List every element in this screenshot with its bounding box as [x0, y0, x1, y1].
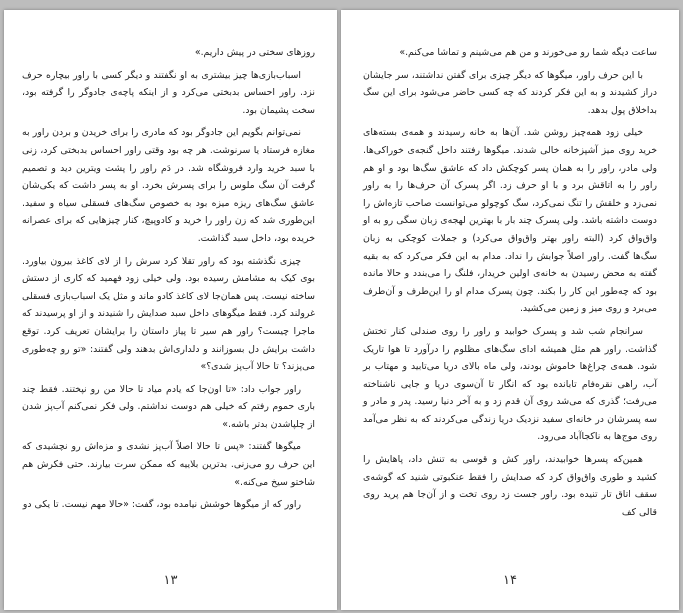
paragraph: همین‌که پسرها خوابیدند، راور کش و قوسی به تنش داد، پاهایش را کشید و طوری واق‌واق کرد که صدایش را فقط عنکبوتی شنید که گوشه‌ی سقف اتاق تار تنیده بود. راور جست زد روی تخت و از آن‌جا هم پرید روی قالی کف — [363, 454, 657, 518]
page-number: ۱۳ — [163, 573, 178, 588]
paragraph: میگوها گفتند: «پس تا حالا اصلاً آب‌پز نشدی و مزه‌اش رو نچشیدی که این حرف رو می‌زنی. بدترین بلاییه که ممکن سرت بیارند. حتی فکرش هم شاختو سیخ می‌کنه.» — [22, 441, 315, 488]
page-number: ۱۴ — [503, 573, 517, 588]
paragraph: خیلی زود همه‌چیز روشن شد. آن‌ها به خانه رسیدند و همه‌ی بسته‌های خرید روی میز آشپزخانه خالی شدند. میگوها رفتند داخل گنجه‌ی خوراکی‌ها. ولی مادر، راور را به همان پسر کوچکش داد که عاشق سگ‌ها بود و او هم راور را به اتاقش برد و با او حرف زد. اگر پسرک آن حرف‌ها را به راور نمی‌زد و خلقش را تنگ نمی‌کرد، سگ کوچولو می‌توانست صاحب تازه‌اش را دوست داشته باشد. ولی پسرک چند بار با بهترین لهجه‌ی زبان سگی رو به او واق‌واق کرد (البته راور بهتر واق‌واق می‌کرد) و جملات کوچکی به زبان سگ‌ها گفت. راور اصلاً جوابش را نداد. مدام به این فکر می‌کرد که به بقیه گفته به محض رسیدن به خانه‌ی اولین خریدار، فلنگ را می‌بندد و حالا مانده بود که چه‌طور این کار را بکند. چون پسرک مدام او را این‌طرف و آن‌طرف می‌برد و روی میز و زمین می‌کشید. — [363, 127, 657, 315]
paragraph: ساعت دیگه شما رو می‌خورند و من هم می‌شینم و تماشا می‌کنم.» — [399, 47, 657, 58]
paragraph: راور که از میگوها خوشش نیامده بود، گفت: «حالا مهم نیست. تا یکی دو — [22, 499, 301, 511]
paragraph: چیزی نگذشته بود که راور تقلا کرد سرش را از لای کاغذ بیرون بیاورد. بوی کیک به مشامش رسیده بود. ولی خیلی زود فهمید که کاری از دستش ساخته نیست. پس همان‌جا لای کاغذ کادو ماند و مثل یک اسباب‌بازی فسقلی غرولند کرد. فقط میگوهای داخل سبد صدایش را شنیدند و از او پرسیدند که ماجرا چیست؟ راور هم سیر تا پیاز داستان را برایشان تعریف کرد. توقع داشت برایش دل بسوزانند و دلداری‌اش بدهند ولی گفتند: «تو رو چه‌طوری می‌پزند؟ تا حالا آب‌پز شدی؟» — [22, 255, 315, 373]
book-page-left — [4, 10, 337, 610]
book-page-right — [341, 10, 679, 610]
paragraph: روزهای سختی در پیش داریم.» — [194, 47, 315, 58]
paragraph: اسباب‌بازی‌ها چیز بیشتری به او نگفتند و دیگر کسی با راور بیچاره حرف نزد. راور احساس بدبختی می‌کرد و از اینکه پاچه‌ی جادوگر را گرفته بود، سخت پشیمان بود. — [22, 69, 315, 116]
page-text — [22, 44, 315, 519]
paragraph: با این حرف راور، میگوها که دیگر چیزی برای گفتن نداشتند، سر جایشان دراز کشیدند و به این فکر کردند که چه کسی حاضر می‌شود برای این سگ بداخلاق پول بدهد. — [363, 69, 657, 116]
page-text — [363, 44, 657, 526]
paragraph: سرانجام شب شد و پسرک خوابید و راور را روی صندلی کنار تختش گذاشت. راور هم مثل همیشه ادای سگ‌های مظلوم را درآورد تا هوا تاریک شود. همه‌ی چراغ‌ها خاموش بودند، ولی ماه بالای دریا می‌تابید و مهتاب بر آب، راهی نقره‌فام تابانده بود که انگار تا آن‌سوی دریا و جایی ناشناخته می‌رفت؛ گذری که می‌شد روی آن قدم زد و به آخر دنیا رسید. پدر و مادر و سه پسرشان در خانه‌ای سفید نزدیک دریا زندگی می‌کردند که به نظر می‌آمد روی موج‌ها به ناکجاآباد می‌رود. — [363, 325, 657, 443]
paragraph: راور جواب داد: «تا اون‌جا که یادم میاد تا حالا من رو نپختند. فقط چند باری حموم رفتم که خیلی هم دوست نداشتم. ولی فکر نمی‌کنم آب‌پز شدن از چلپاشدن بدتر باشه.» — [22, 383, 315, 430]
paragraph: نمی‌توانم بگویم این جادوگر بود که مادری را برای خریدن و بردن راور به مغازه فرستاد یا سرنوشت. هر چه بود وقتی راور احساس بدبختی کرد، زنی با سبد خرید وارد فروشگاه شد. در دَم راور را پشت ویترین دید و تصمیم گرفت آن سگ ملوس را برای پسرش بخرد. او به پسر داشت که یکی‌شان عاشق سگ‌های ریزه میزه بود به خصوص سگ‌های فسقلی سیاه و سفید. این‌طوری شد که زن راور را خرید و کادوپیچ، کنار چیزهایی که برای عصرانه خریده بود، داخل سبد گذاشت. — [22, 127, 315, 244]
